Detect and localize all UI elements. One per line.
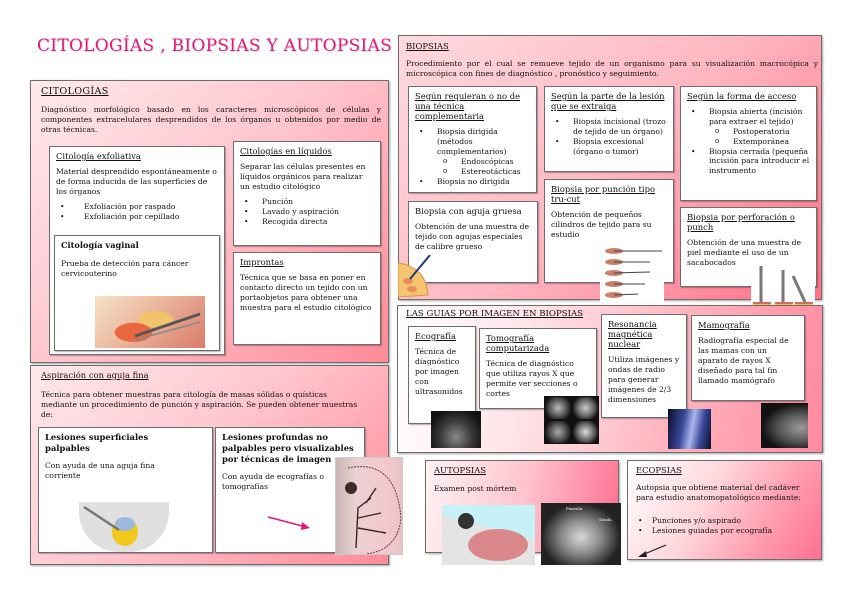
exfoliativa-list — [56, 202, 218, 222]
thyroid-needle-image — [79, 502, 169, 552]
list-item: • Exfoliación por cepillado — [56, 212, 218, 222]
list-item: • Exfoliación por raspado — [56, 202, 218, 212]
citologias-description: Diagnóstico morfológico basado en los caracteres microscópicos de células y componentes extracelulares desprendidos de los órganos u obtenidos por medio de otras técnicas. — [41, 105, 381, 135]
lesiones-superficiales-text: Con ayuda de una aguja fina corriente — [45, 461, 155, 481]
list-item — [415, 127, 530, 176]
list-item — [687, 107, 810, 146]
segun-acceso-card — [680, 86, 817, 201]
ecografia-card — [408, 326, 476, 424]
ct-scan-image — [544, 396, 599, 444]
biopsia-abierta-label: Biopsia abierta (incisión para extraer el tejido) — [709, 107, 803, 126]
guias-panel — [397, 305, 823, 453]
citologia-vaginal-heading: Citología vaginal — [61, 240, 139, 250]
punch-text: Obtención de una muestra de piel mediante el uso de un sacabocados — [687, 238, 802, 268]
list-item: • Lesiones guiadas por ecografía — [634, 526, 772, 536]
citologia-exfoliativa-card — [49, 146, 225, 355]
ultrasound-image — [431, 411, 481, 448]
dirigida-sublist — [437, 157, 530, 177]
speculum-icon — [95, 296, 205, 348]
ecografia-text: Técnica de diagnóstico por imagen con ultrasonidos — [415, 347, 463, 397]
punch-heading: Biopsia por perforación o punch — [687, 212, 795, 233]
arrow-icon — [636, 543, 668, 559]
list-item: • Biopsia cerrada (pequeña incisión para introducir el instrumento — [687, 147, 810, 177]
lesiones-profundas-heading: Lesiones profundas no palpables pero visualizables por técnicas de imagen — [222, 432, 354, 465]
parte-list — [551, 117, 667, 156]
ct-slice — [545, 421, 571, 443]
citologias-liquidos-heading: Citologías en líquidos — [240, 146, 332, 156]
list-item: • Lavado y aspiración — [240, 207, 374, 217]
list-item: o Extemporánea — [709, 137, 810, 147]
ecopsias-list — [634, 516, 772, 536]
improntas-card — [233, 252, 381, 345]
improntas-heading: Improntas — [240, 257, 284, 267]
tru-cut-heading: Biopsia por punción tipo tru-cut — [551, 184, 656, 205]
list-item: • Punciones y/o aspirado — [634, 516, 772, 526]
aguja-gruesa-heading: Biopsia con aguja gruesa — [415, 206, 522, 216]
ct-slice — [573, 397, 599, 419]
improntas-text: Técnica que se basa en poner en contacto directo un tejido con un portaobjetos para obtener una muestra para el estudio citológico — [240, 273, 372, 313]
lung-image — [335, 457, 403, 555]
list-item: o Postoperatoria — [709, 127, 810, 137]
needle-icon — [79, 502, 169, 552]
tecnica-list — [415, 127, 530, 186]
ultrasound-puncture-photo — [541, 503, 621, 565]
breast-needle-icon — [398, 255, 432, 297]
list-item: • Biopsia no dirigida — [415, 177, 530, 187]
resonancia-text: Utiliza imágenes y ondas de radio para generar imágenes de 2/3 dimensiones — [608, 355, 680, 405]
ecografia-heading: Ecografía — [415, 331, 456, 341]
photo-label-puncion: Punción — [566, 506, 583, 511]
tru-cut-image — [600, 246, 664, 302]
aspiracion-heading: Aspiración con aguja fina — [41, 370, 149, 380]
ct-slice — [573, 421, 599, 443]
autopsy-body-icon — [442, 505, 535, 565]
photo-label-sonda: Sonda — [599, 517, 612, 522]
ecopsias-panel — [627, 460, 822, 560]
citologias-liquidos-card — [233, 141, 381, 246]
autopsias-heading: AUTOPSIAS — [434, 465, 487, 475]
biopsias-description: Procedimiento por el cual se remueve tejido de un organismo para su visualización macrocópica y microscópica con fines de diagnóstico , pronóstico y seguimiento. — [406, 59, 818, 79]
tru-cut-text: Obtención de pequeños cilindros de tejido para su estudio — [551, 210, 652, 240]
list-item: • Biopsia excesional (órgano o tumor) — [551, 137, 667, 157]
biopsia-dirigida-label: Biopsia dirigida (métodos complementarios) — [437, 127, 507, 156]
citologias-panel — [30, 80, 389, 363]
lesiones-superficiales-heading: Lesiones superficiales palpables — [45, 432, 149, 454]
list-item: o Estereotácticas — [437, 167, 530, 177]
aspiracion-text: Técnica para obtener muestras para citología de masas sólidas o quísticas mediante un procedimiento de punción y aspiración. Se pueden obtener muestras de: — [41, 390, 358, 420]
citologia-vaginal-text: Prueba de detección para cáncer cervicouterino — [61, 258, 189, 278]
tru-cut-needle-icon — [600, 246, 664, 302]
mammogram-image — [761, 403, 808, 448]
segun-acceso-heading: Según la forma de acceso — [687, 91, 797, 101]
breast-needle-image — [398, 255, 432, 297]
aguja-gruesa-text: Obtención de una muestra de tejido con agujas especiales de calibre grueso — [415, 222, 530, 252]
citologia-exfoliativa-heading: Citología exfoliativa — [56, 151, 141, 161]
citologia-exfoliativa-text: Material desprendido espontáneamente o de forma inducida de las superficies de los órganos — [56, 167, 217, 197]
citologia-vaginal-card — [54, 235, 220, 351]
segun-parte-heading: Según la parte de la lesión que se extraiga — [551, 91, 665, 112]
page-title: CITOLOGÍAS , BIOPSIAS Y AUTOPSIAS — [37, 36, 393, 56]
pelvic-anatomy-image — [95, 296, 205, 348]
liquidos-list — [240, 197, 374, 227]
mamografia-text: Radiografía especial de las mamas con un aparato de rayos X diseñado para tal fin llamado mamógrafo — [698, 336, 789, 386]
segun-tecnica-heading: Según requieran o no de una técnica complementaria — [415, 91, 521, 122]
autopsias-text: Examen post mórtem — [434, 484, 517, 493]
tomografia-heading: Tomografía computarizada — [486, 333, 550, 354]
ecopsias-text: Autopsia que obtiene material del cadáver para estudio anatomopatológico mediante: — [636, 483, 801, 503]
tomografia-text: Técnica de diagnóstico que utiliza rayos X que permite ver secciones o cortes — [486, 359, 578, 399]
mri-spine-image — [668, 409, 711, 449]
segun-parte-card — [544, 86, 674, 172]
lesiones-profundas-text: Con ayuda de ecografías o tomografías — [222, 472, 324, 492]
biopsias-heading: BIOPSIAS — [406, 41, 449, 51]
lesiones-superficiales-card — [38, 427, 213, 553]
acceso-list — [687, 107, 810, 176]
list-item: • Biopsia incisional (trozo de tejido de un órgano) — [551, 117, 667, 137]
guias-heading: LAS GUIAS POR IMAGEN EN BIOPSIAS — [406, 309, 584, 319]
segun-tecnica-card — [408, 86, 537, 193]
list-item: • Punción — [240, 197, 374, 207]
lung-bronchi-icon — [336, 458, 403, 555]
autopsy-illustration-image — [442, 505, 535, 565]
citologias-liquidos-text: Separar las células presentes en líquidos orgánicos para realizar un estudio citológico — [240, 162, 366, 192]
ct-slice — [545, 397, 571, 419]
abierta-sublist — [709, 127, 810, 147]
list-item: o Endoscópicas — [437, 157, 530, 167]
citologias-heading: CITOLOGÍAS — [41, 86, 109, 97]
ecopsias-heading: ECOPSIAS — [636, 465, 682, 475]
list-item: • Recogida directa — [240, 217, 374, 227]
resonancia-card — [601, 314, 687, 418]
resonancia-heading: Resonancia magnética nuclear — [608, 319, 657, 350]
mamografia-card — [691, 315, 805, 401]
pink-arrow-icon — [266, 513, 316, 533]
mamografia-heading: Mamografía — [698, 320, 750, 330]
